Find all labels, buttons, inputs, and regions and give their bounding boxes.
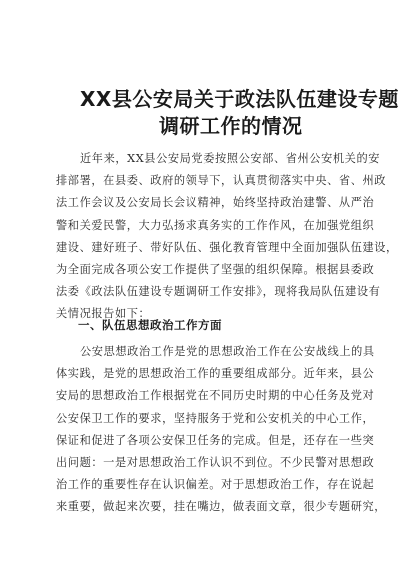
paragraph-line: 近年来，XX县公安局党委按照公安部、省州公安机关的安 xyxy=(80,152,381,165)
paragraph-line: 警和关爱民警，大力弘扬求真务实的工作作风，在加强党组织 xyxy=(56,218,375,232)
paragraph-line: 公安思想政治工作是党的思想政治工作在公安战线上的具 xyxy=(80,345,375,358)
paragraph-line: 法委《政法队伍建设专题调研工作安排》，现将我局队伍建设有 xyxy=(56,285,381,299)
section-paragraph xyxy=(56,341,387,519)
section-heading: 一、队伍思想政治工作方面 xyxy=(78,318,222,332)
paragraph-line: 安局的思想政治工作根据党在不同历史时期的中心任务及党对 xyxy=(56,389,375,403)
document-title-line-1: XX县公安局关于政法队伍建设专题 xyxy=(80,87,399,111)
paragraph-line: 治工作的重要性存在认识偏差。对于思想政治工作，存在说起 xyxy=(56,478,375,492)
paragraph-line: 出问题：一是对思想政治工作认识不到位。不少民警对思想政 xyxy=(56,455,375,469)
paragraph-line: 关情况报告如下： xyxy=(56,307,151,321)
intro-paragraph xyxy=(56,148,398,326)
paragraph-line: 来重要，做起来次要，挂在嘴边，做表面文章，很少专题研究， xyxy=(56,500,387,514)
paragraph-line: 建设、建好班子、带好队伍、强化教育管理中全面加强队伍建设， xyxy=(56,240,398,254)
document-title-line-2: 调研工作的情况 xyxy=(159,114,303,138)
paragraph-line: 公安保卫工作的要求，坚持服务于党和公安机关的中心工作， xyxy=(56,411,375,425)
paragraph-line: 为全面完成各项公安工作提供了坚强的组织保障。根据县委政 xyxy=(56,262,375,276)
paragraph-line: 排部署，在县委、政府的领导下，认真贯彻落实中央、省、州政 xyxy=(56,174,387,188)
paragraph-line: 体实践，是党的思想政治工作的重要组成部分。近年来，县公 xyxy=(56,367,375,381)
paragraph-line: 保证和促进了各项公安保卫任务的完成。但是，还存在一些突 xyxy=(56,433,375,447)
paragraph-line: 法工作会议及公安局长会议精神，始终坚持政治建警、从严治 xyxy=(56,196,375,210)
